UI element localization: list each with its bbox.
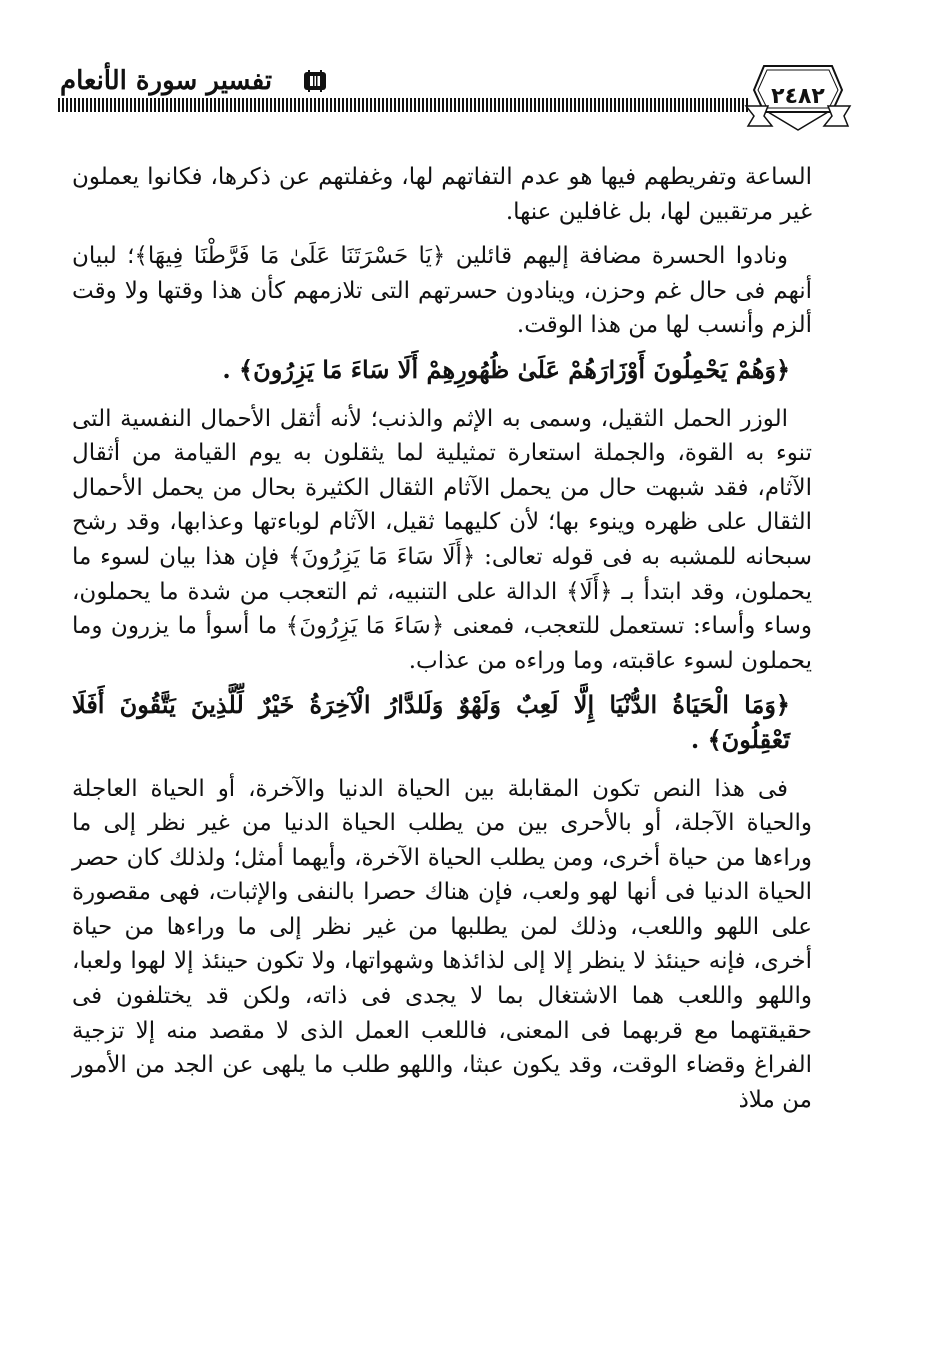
paragraph: فى هذا النص تكون المقابلة بين الحياة الدنيا والآخرة، أو الحياة العاجلة والحياة الآجلة، أو بالأحرى بين من يطلب الحياة الدنيا من غير نظر إلى ما وراءها من حياة أخرى، ومن يطلب الحياة الآخرة، وأيهما أمثل؛ ولذلك كان حصر الحياة الدنيا فى أنها لهو ولعب، فإن هناك حصرا بالنفى والإثبات، فهى مقصورة على اللهو واللعب، وذلك لمن يطلبها من غير نظر إلى ما وراءها من حياة أخرى، فإنه حينئذ لا ينظر إلا إلى لذائذها وشهواتها، ولا تكون حينئذ إلا لهوا ولعبا، واللهو واللعب هما الاشتغال بما لا يجدى فى ذاته، ولكن قد يختلفون فى حقيقتهما مع قربهما فى المعنى، فاللعب العمل الذى لا مقصد منه إلا تزجية الفراغ وقضاء الوقت، وقد يكون عبثا، واللهو طلب ما يلهى عن الجد من الأمور من ملاذ [72, 775, 812, 1113]
quran-verse: ﴿وَهُمْ يَحْمِلُونَ أَوْزَارَهُمْ عَلَىٰ ظُهُورِهِمْ أَلَا سَاءَ مَا يَزِرُونَ﴾ . [222, 354, 790, 384]
header-ornament-icon [300, 68, 330, 94]
quran-verse: ﴿وَمَا الْحَيَاةُ الدُّنْيَا إِلَّا لَعِبٌ وَلَهْوٌ وَلَلدَّارُ الْآخِرَةُ خَيْرٌ لِّلَّذِينَ يَتَّقُونَ أَفَلَا تَعْقِلُونَ﴾ . [72, 690, 790, 754]
running-header-title: تفسير سورة الأنعام [60, 66, 273, 96]
paragraph: الساعة وتفريطهم فيها هو عدم التفاتهم لها، وغفلتهم عن ذكرها، فكانوا يعملون غير مرتقبين لها، بل غافلين عنها. [72, 164, 812, 225]
paragraph: ونادوا الحسرة مضافة إليهم قائلين ﴿يَا حَسْرَتَنَا عَلَىٰ مَا فَرَّطْنَا فِيهَا﴾؛ لبيان أنهم فى حال غم وحزن، وينادون حسرتهم التى تلازمهم كأن هذا وقتها ولا وقت ألزم وأنسب لها من هذا الوقت. [72, 243, 812, 339]
paragraph: الوزر الحمل الثقيل، وسمى به الإثم والذنب؛ لأنه أثقل الأحمال النفسية التى تنوء به القوة، والجملة استعارة تمثيلية لما يثقلون به يوم القيامة من أثقال الآثام، فقد شبهت حال من يحمل الآثام الثقال الكثيرة بحال من يحمل الأحمال الثقال على ظهره وينوء بها؛ لأن كليهما ثقيل، الآثام لوباءتها وعذابها، وقد رشح سبحانه للمشبه به فى قوله تعالى: ﴿أَلَا سَاءَ مَا يَزِرُونَ﴾ فإن هذا بيان لسوء ما يحملون، وقد ابتدأ بـ ﴿أَلَا﴾ الدالة على التنبيه، ثم التعجب من شدة ما يحملون، وساء وأساء: تستعمل للتعجب، فمعنى ﴿سَاءَ مَا يَزِرُونَ﴾ ما أسوأ ما يزرون وما يحملون لسوء عاقبته، وما وراءه من عذاب. [72, 405, 813, 674]
body-text [72, 160, 812, 1127]
page-number: ٢٤٨٢ [771, 84, 825, 109]
header-dotted-rule [58, 98, 750, 112]
